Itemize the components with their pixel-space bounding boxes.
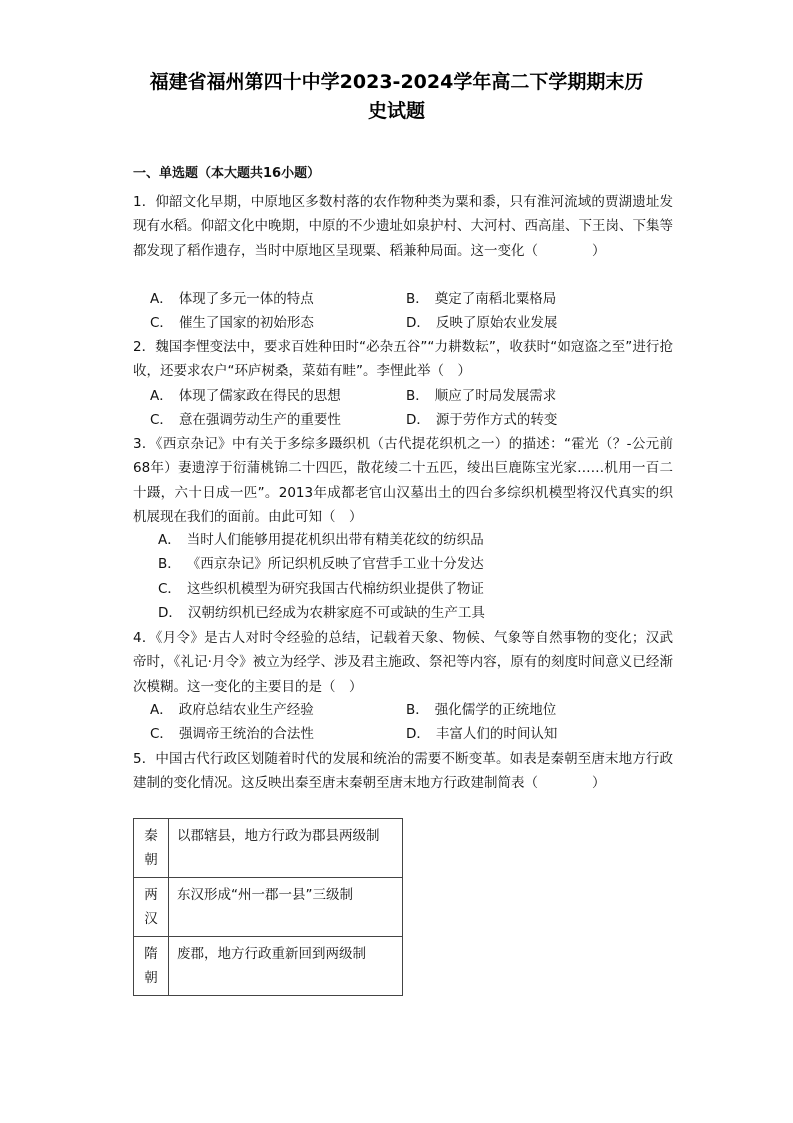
option-label: D． (406, 412, 430, 428)
table-cell-era: 隋朝 (134, 937, 169, 996)
table-row (134, 937, 403, 996)
option-label: A． (158, 532, 181, 548)
option-label: D． (406, 726, 430, 742)
option-text: 这些织机模型为研究我国古代棉纺织业提供了物证 (186, 581, 484, 597)
q2-option-b (406, 386, 556, 406)
option-label: C． (150, 315, 173, 331)
option-label: B． (406, 291, 429, 307)
option-label: B． (406, 702, 429, 718)
q1-option-b (406, 289, 556, 309)
q1-option-d (406, 313, 557, 333)
option-text: 汉朝纺织机已经成为农耕家庭不可或缺的生产工具 (187, 605, 485, 621)
q3-option-c (158, 579, 484, 599)
admin-system-table (133, 818, 403, 996)
exam-title-line1: 福建省福州第四十中学2023-2024学年高二下学期期末历 (149, 71, 644, 93)
table-cell-desc: 东汉形成“州一郡一县”三级制 (169, 878, 403, 937)
option-text: 丰富人们的时间认知 (435, 726, 558, 742)
table-cell-desc: 以郡辖县，地方行政为郡县两级制 (169, 819, 403, 878)
q2-option-d (406, 410, 557, 430)
q1-option-c (150, 313, 314, 333)
option-text: 顺应了时局发展需求 (434, 388, 557, 404)
option-text: 强化儒学的正统地位 (434, 702, 557, 718)
option-text: 体现了多元一体的特点 (178, 291, 314, 307)
question-1-stem: 1．仰韶文化早期，中原地区多数村落的农作物种类为粟和黍，只有淮河流域的贾湖遗址发现有水稻。仰韶文化中晚期，中原的不少遗址如泉护村、大河村、西高崖、下王岗、下集等都发现了稻作遗存，当时中原地区呈现粟、稻兼种局面。这一变化（ ） (133, 194, 673, 259)
table-row (134, 878, 403, 937)
q4-option-a (150, 700, 314, 720)
option-text: 当时人们能够用提花机织出带有精美花纹的纺织品 (186, 532, 484, 548)
option-label: C． (150, 726, 173, 742)
option-label: C． (158, 581, 181, 597)
question-2-stem: 2．魏国李悝变法中，要求百姓种田时“必杂五谷”“力耕数耘”，收获时“如寇盗之至”进行抢收，还要求农户“环庐树桑，菜茹有畦”。李悝此举（ ） (133, 339, 673, 380)
option-text: 源于劳作方式的转变 (435, 412, 558, 428)
option-text: 意在强调劳动生产的重要性 (178, 412, 341, 428)
q3-option-a (158, 530, 484, 550)
option-text: 奠定了南稻北粟格局 (434, 291, 557, 307)
option-text: 政府总结农业生产经验 (178, 702, 314, 718)
question-3-stem: 3．《西京杂记》中有关于多综多蹑织机（古代提花织机之一）的描述：“霍光（？-公元前68年）妻遗淳于衍蒲桃锦二十四匹，散花绫二十五匹，绫出巨鹿陈宝光家……机用一百二十蹑，六十日成一匹”。2013年成都老官山汉墓出土的四台多综织机模型将汉代真实的织机展现在我们的面前。由此可知（ ） (133, 436, 673, 525)
table-cell-desc: 废郡，地方行政重新回到两级制 (169, 937, 403, 996)
q2-option-a (150, 386, 341, 406)
option-label: A． (150, 388, 173, 404)
option-label: B． (406, 388, 429, 404)
section-heading: 一、单选题（本大题共16小题） (133, 166, 321, 181)
q1-option-a (150, 289, 314, 309)
table-cell-era: 两汉 (134, 878, 169, 937)
question-5-stem: 5．中国古代行政区划随着时代的发展和统治的需要不断变革。如表是秦朝至唐末地方行政建制的变化情况。这反映出秦至唐末秦朝至唐末地方行政建制简表（ ） (133, 751, 673, 792)
q3-option-b (158, 554, 484, 574)
q4-option-c (150, 724, 314, 744)
table-row (134, 819, 403, 878)
option-label: C． (150, 412, 173, 428)
option-label: D． (158, 605, 182, 621)
q3-option-d (158, 603, 485, 623)
option-text: 催生了国家的初始形态 (178, 315, 314, 331)
table-cell-era: 秦朝 (134, 819, 169, 878)
question-4-stem: 4．《月令》是古人对时令经验的总结，记载着天象、物候、气象等自然事物的变化；汉武帝时，《礼记·月令》被立为经学、涉及君主施政、祭祀等内容，原有的刻度时间意义已经渐次模糊。这一变化的主要目的是（ ） (133, 630, 673, 695)
option-text: 反映了原始农业发展 (435, 315, 558, 331)
exam-title (100, 68, 693, 126)
option-label: B． (158, 556, 181, 572)
option-text: 强调帝王统治的合法性 (178, 726, 314, 742)
q2-option-c (150, 410, 341, 430)
q4-option-d (406, 724, 557, 744)
exam-title-line2: 史试题 (367, 100, 425, 122)
option-label: A． (150, 702, 173, 718)
option-label: D． (406, 315, 430, 331)
option-text: 《西京杂记》所记织机反映了官营手工业十分发达 (186, 556, 484, 572)
option-text: 体现了儒家政在得民的思想 (178, 388, 341, 404)
q4-option-b (406, 700, 556, 720)
option-label: A． (150, 291, 173, 307)
